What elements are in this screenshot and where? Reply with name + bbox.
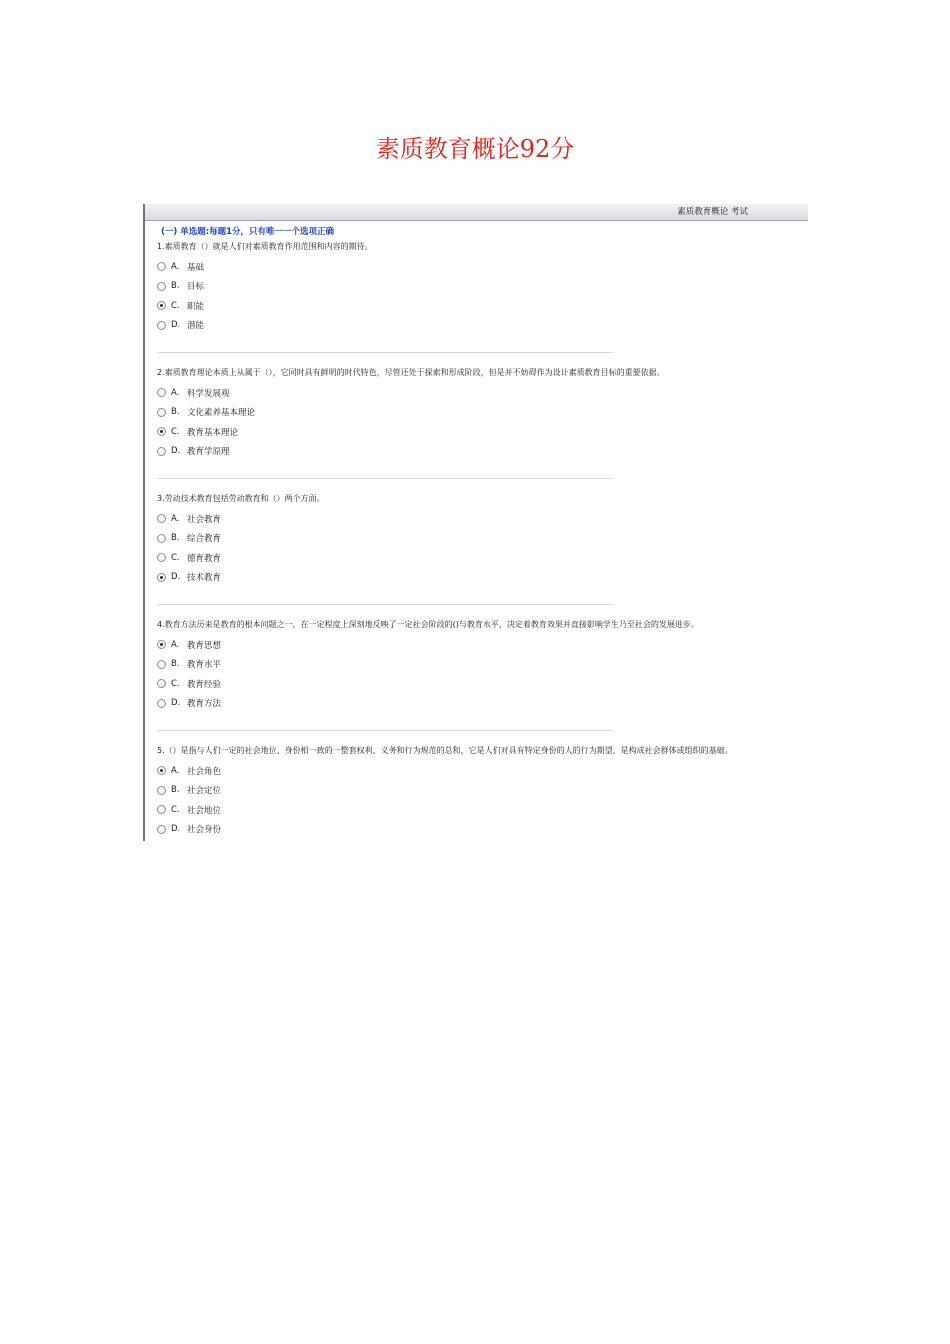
option-text: 文化素养基本理论	[187, 408, 256, 418]
radio-checked-icon[interactable]	[157, 573, 166, 582]
option-letter: C.	[171, 678, 180, 689]
option-letter: C.	[171, 426, 180, 437]
option-a[interactable]	[157, 513, 802, 525]
question-stem: 4.教育方法历来是教育的根本问题之一，在一定程度上深刻地反映了一定社会阶段的()与教育水平，决定着教育效果并直接影响学生乃至社会的发展进步。	[157, 620, 699, 629]
question-divider	[157, 352, 613, 353]
radio-unchecked-icon[interactable]	[157, 786, 166, 795]
radio-unchecked-icon[interactable]	[157, 825, 166, 834]
option-text: 技术教育	[187, 573, 222, 583]
radio-checked-icon[interactable]	[157, 766, 166, 775]
radio-checked-icon[interactable]	[157, 427, 166, 436]
option-text: 职能	[187, 301, 205, 312]
radio-unchecked-icon[interactable]	[157, 447, 166, 456]
option-letter: A.	[171, 765, 180, 776]
radio-checked-icon[interactable]	[157, 640, 166, 649]
option-c[interactable]	[157, 678, 802, 690]
option-letter: D.	[171, 824, 181, 834]
exam-screenshot	[143, 204, 808, 841]
radio-unchecked-icon[interactable]	[157, 282, 166, 291]
option-b[interactable]	[157, 658, 802, 670]
option-a[interactable]	[157, 261, 802, 273]
option-b[interactable]	[157, 784, 802, 796]
radio-unchecked-icon[interactable]	[157, 321, 166, 330]
option-letter: A.	[171, 387, 180, 398]
option-text: 科学发展观	[187, 388, 230, 399]
option-text: 基础	[187, 262, 205, 273]
option-text: 目标	[187, 282, 205, 292]
radio-checked-icon[interactable]	[157, 301, 166, 310]
option-text: 教育经验	[187, 679, 222, 690]
option-b[interactable]	[157, 406, 802, 418]
option-text: 教育基本理论	[187, 427, 239, 438]
question-divider	[157, 730, 613, 731]
option-text: 社会地位	[187, 805, 222, 816]
radio-unchecked-icon[interactable]	[157, 805, 166, 814]
option-letter: A.	[171, 639, 180, 650]
option-letter: C.	[171, 804, 180, 815]
option-letter: C.	[171, 300, 180, 311]
radio-unchecked-icon[interactable]	[157, 660, 166, 669]
option-b[interactable]	[157, 280, 802, 292]
option-letter: D.	[171, 320, 181, 330]
option-c[interactable]	[157, 804, 802, 816]
question-stem: 3.劳动技术教育包括劳动教育和（）两个方面。	[157, 494, 325, 503]
option-letter: D.	[171, 446, 181, 456]
question-3	[157, 493, 802, 583]
option-text: 社会身份	[187, 825, 222, 835]
option-text: 综合教育	[187, 534, 222, 544]
option-c[interactable]	[157, 552, 802, 564]
option-text: 社会教育	[187, 514, 222, 525]
radio-unchecked-icon[interactable]	[157, 262, 166, 271]
option-c[interactable]	[157, 426, 802, 438]
question-stem: 2.素质教育理论本质上从属于（），它同时具有鲜明的时代特色，尽管还处于探索和形成阶段，但是并不妨碍作为设计素质教育目标的重要依据。	[157, 368, 665, 377]
option-d[interactable]	[157, 571, 802, 583]
option-d[interactable]	[157, 445, 802, 457]
radio-unchecked-icon[interactable]	[157, 388, 166, 397]
option-b[interactable]	[157, 532, 802, 544]
radio-unchecked-icon[interactable]	[157, 553, 166, 562]
question-1	[157, 241, 802, 331]
question-stem: 1.素质教育（）就是人们对素质教育作用范围和内容的期待。	[157, 242, 373, 251]
question-divider	[157, 478, 613, 479]
option-a[interactable]	[157, 639, 802, 651]
option-text: 教育方法	[187, 699, 222, 709]
option-letter: C.	[171, 552, 180, 563]
option-c[interactable]	[157, 300, 802, 312]
question-4	[157, 619, 802, 709]
option-d[interactable]	[157, 823, 802, 835]
option-letter: A.	[171, 513, 180, 524]
option-text: 教育学原理	[187, 447, 230, 457]
option-letter: B.	[171, 533, 180, 543]
radio-unchecked-icon[interactable]	[157, 699, 166, 708]
option-text: 潜能	[187, 321, 205, 331]
question-stem: 5.（）是指与人们一定的社会地位、身份相一致的一整套权利、义务和行为规范的总和，它是人们对具有特定身份的人的行为期望，是构成社会群体或组织的基础。	[157, 746, 733, 755]
window-title-bar	[145, 204, 808, 221]
question-5	[157, 745, 802, 835]
option-letter: B.	[171, 785, 180, 795]
radio-unchecked-icon[interactable]	[157, 408, 166, 417]
option-letter: A.	[171, 261, 180, 272]
option-a[interactable]	[157, 387, 802, 399]
document-title: 素质教育概论92分	[375, 135, 575, 163]
radio-unchecked-icon[interactable]	[157, 534, 166, 543]
question-divider	[157, 604, 613, 605]
option-text: 教育水平	[187, 660, 222, 670]
radio-unchecked-icon[interactable]	[157, 679, 166, 688]
option-text: 社会定位	[187, 786, 222, 796]
option-a[interactable]	[157, 765, 802, 777]
window-title: 素质教育概论 考试	[677, 207, 748, 217]
option-letter: B.	[171, 407, 180, 417]
option-letter: D.	[171, 572, 181, 582]
option-text: 社会角色	[187, 766, 222, 777]
option-letter: D.	[171, 698, 181, 708]
radio-unchecked-icon[interactable]	[157, 514, 166, 523]
option-text: 教育思想	[187, 640, 222, 651]
option-letter: B.	[171, 659, 180, 669]
option-d[interactable]	[157, 319, 802, 331]
option-d[interactable]	[157, 697, 802, 709]
option-letter: B.	[171, 281, 180, 291]
question-2	[157, 367, 802, 457]
section-heading: (一) 单选题:每题1分，只有唯一一个选项正确	[161, 227, 335, 237]
option-text: 德育教育	[187, 553, 222, 564]
